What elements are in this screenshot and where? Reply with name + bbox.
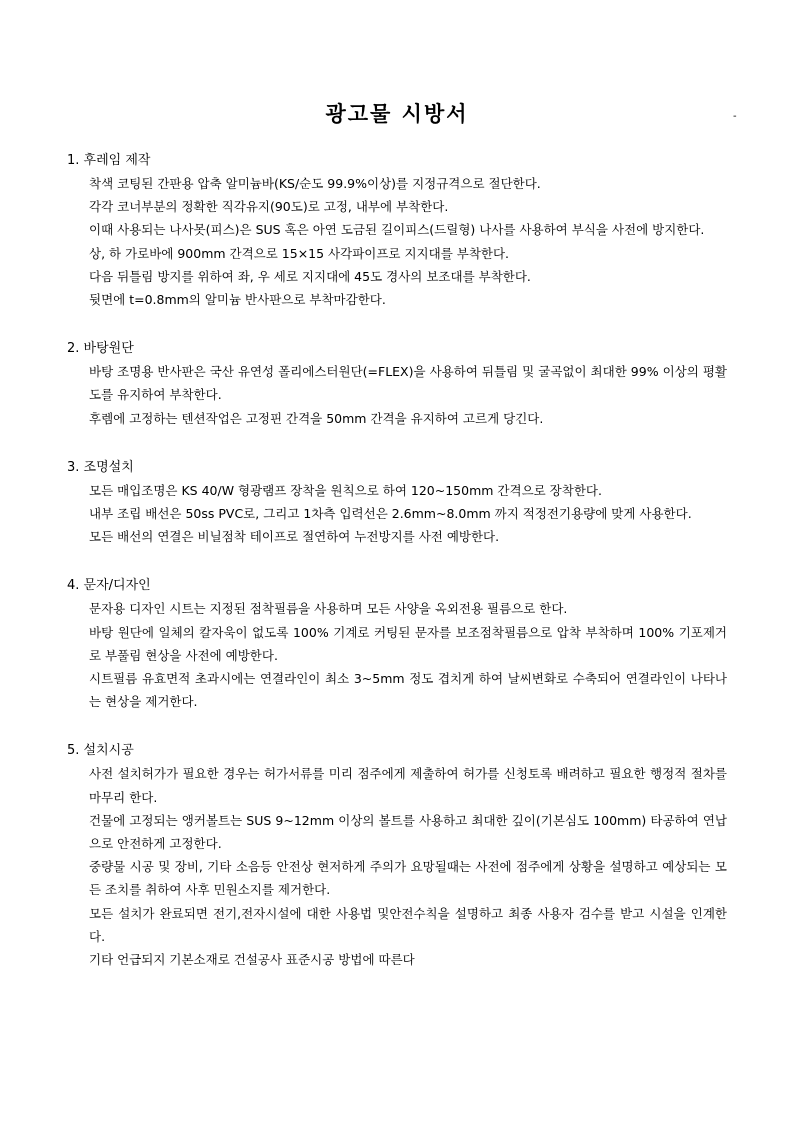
section-paragraph: 기타 언급되지 기본소재로 건설공사 표준시공 방법에 따른다 xyxy=(89,952,415,968)
section-paragraph: 건물에 고정되는 앵커볼트는 SUS 9~12mm 이상의 볼트를 사용하고 최대한 깊이(기본심도 100mm) 타공하여 연납으로 안전하게 고정한다. xyxy=(89,812,727,852)
section-paragraph: 착색 코팅된 간판용 압축 알미늄바(KS/순도 99.9%이상)를 지정규격으로 절단한다. xyxy=(89,176,541,191)
page-title: 광고물 시방서 xyxy=(325,101,469,126)
section-paragraph: 바탕 조명용 반사판은 국산 유연성 폴리에스터원단(=FLEX)을 사용하여 뒤틀림 및 굴곡없이 최대한 99% 이상의 평활도를 유지하여 부착한다. xyxy=(89,364,727,403)
section-paragraph: 바탕 원단에 일체의 칼자욱이 없도록 100% 기계로 커팅된 문자를 보조점착필름으로 압착 부착하며 100% 기포제거로 부풀림 현상을 사전에 예방한다. xyxy=(89,624,727,663)
section-paragraph: 다음 뒤틀림 방지를 위하여 좌, 우 세로 지지대에 45도 경사의 보조대를 부착한다. xyxy=(89,268,531,284)
document-body xyxy=(67,150,727,998)
corner-mark: - xyxy=(733,111,737,122)
section-paragraph: 문자용 디자인 시트는 지정된 점착필름을 사용하며 모든 사양을 옥외전용 필름으로 한다. xyxy=(89,601,568,617)
section-paragraph: 모든 설치가 완료되면 전기,전자시설에 대한 사용법 및안전수칙을 설명하고 최종 사용자 검수를 받고 시설을 인계한다. xyxy=(89,905,727,944)
section-heading: 1. 후레임 제작 xyxy=(67,153,151,168)
section-paragraph: 상, 하 가로바에 900mm 간격으로 15×15 사각파이프로 지지대를 부착한다. xyxy=(89,245,510,261)
section-paragraph: 각각 코너부분의 정확한 직각유지(90도)로 고정, 내부에 부착한다. xyxy=(89,199,449,215)
section-paragraph: 이때 사용되는 나사못(피스)은 SUS 혹은 아연 도금된 길이피스(드릴형) 나사를 사용하여 부식을 사전에 방지한다. xyxy=(89,222,705,238)
section-paragraph: 뒷면에 t=0.8mm의 알미늄 반사판으로 부착마감한다. xyxy=(89,292,386,308)
section-paragraph: 후렘에 고정하는 텐션작업은 고정핀 간격을 50mm 간격을 유지하여 고르게 당긴다. xyxy=(89,410,544,426)
section-paragraph: 모든 매입조명은 KS 40/W 형광램프 장착을 원칙으로 하여 120~150mm 간격으로 장착한다. xyxy=(89,482,602,498)
section-paragraph: 사전 설치허가가 필요한 경우는 허가서류를 미리 점주에게 제출하여 허가를 신청토록 배려하고 필요한 행정적 절차를 마무리 한다. xyxy=(89,766,727,805)
section-heading: 2. 바탕원단 xyxy=(67,341,134,357)
section-heading: 3. 조명설치 xyxy=(67,459,134,475)
section-site-installation xyxy=(67,740,727,971)
section-frame-fabrication xyxy=(67,150,727,311)
section-lettering-design xyxy=(67,575,727,713)
section-base-fabric xyxy=(67,338,727,430)
section-paragraph: 모든 배선의 연결은 비닐점착 테이프로 절연하여 누전방지를 사전 예방한다. xyxy=(89,529,500,545)
section-heading: 4. 문자/디자인 xyxy=(67,578,151,594)
section-heading: 5. 설치시공 xyxy=(67,743,134,759)
section-lighting-installation xyxy=(67,457,727,549)
section-paragraph: 시트필름 유효면적 초과시에는 연결라인이 최소 3~5mm 정도 겹치게 하여 날씨변화로 수축되어 연결라인이 나타나는 현상을 제거한다. xyxy=(89,671,727,710)
section-paragraph: 내부 조립 배선은 50ss PVC로, 그리고 1차측 입력선은 2.6mm~8.0mm 까지 적정전기용량에 맞게 사용한다. xyxy=(89,506,692,522)
section-paragraph: 중량물 시공 및 장비, 기타 소음등 안전상 현저하게 주의가 요망될때는 사전에 점주에게 상황을 설명하고 예상되는 모든 조치를 취하여 사후 민원소지를 제거한다. xyxy=(89,859,727,898)
